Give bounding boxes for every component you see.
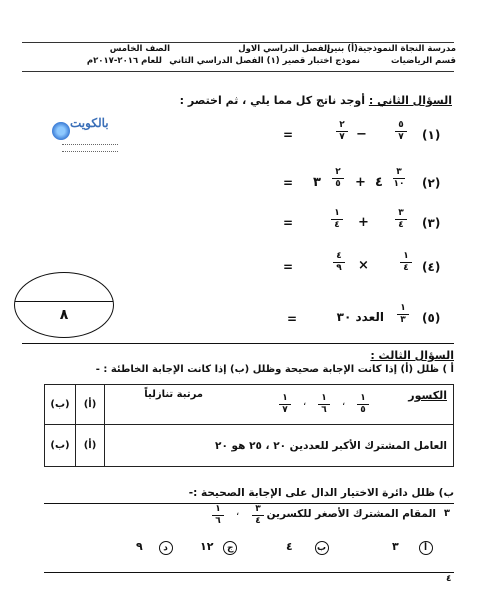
option-b-cell[interactable]: (ب) bbox=[45, 385, 76, 425]
q2-row2-equals: = bbox=[283, 176, 294, 190]
q2-heading bbox=[180, 94, 452, 107]
q3-part-b: ب) ظلل دائرة الاختيار الدال على الإجابة الصحيحة :- bbox=[188, 487, 454, 499]
statement-desc: مرتبة تنازلياً bbox=[144, 389, 203, 400]
q2-row3-frac-b: ١ ٤ bbox=[331, 209, 343, 230]
statement-frac-2: ١ ٦ bbox=[318, 394, 330, 415]
frac-separator: ، bbox=[342, 397, 346, 408]
fractions-label: الكسور bbox=[408, 389, 447, 402]
mcq-option-c[interactable] bbox=[200, 540, 237, 555]
department: قسم الرياضيات bbox=[390, 56, 456, 66]
q2-row2-operator: + bbox=[355, 175, 366, 190]
q2-title: السؤال الثاني : bbox=[368, 94, 452, 107]
q2-row1-frac-b: ٢ ٧ bbox=[336, 121, 348, 142]
q2-row5-text: العدد ٣٠ bbox=[336, 310, 384, 324]
frac-separator: ، bbox=[303, 397, 307, 408]
mcq-box bbox=[44, 503, 454, 573]
q2-row1-number: (١) bbox=[422, 128, 441, 142]
score-circle bbox=[14, 272, 114, 338]
true-false-table bbox=[44, 384, 454, 467]
term: الفصل الدراسي الاول bbox=[238, 44, 330, 54]
school-name: مدرسة النجاة النموذجية(أ) بنين bbox=[326, 44, 456, 54]
q2-row4-equals: = bbox=[283, 260, 294, 274]
logo-text: بالكويت bbox=[70, 116, 109, 130]
option-circle[interactable]: ب bbox=[315, 541, 329, 555]
option-circle[interactable]: ج bbox=[223, 541, 237, 555]
q2-row1-equals: = bbox=[283, 128, 294, 142]
q2-instruction: أوجد ناتج كل مما يلي ، ثم اختصر : bbox=[179, 94, 365, 107]
table-row bbox=[45, 425, 454, 467]
option-circle[interactable]: د bbox=[159, 541, 173, 555]
option-value: ٣ bbox=[392, 540, 399, 553]
q2-row5-frac: ١ ٣ bbox=[397, 304, 409, 325]
q2-row2-number: (٢) bbox=[422, 176, 441, 190]
option-a-cell[interactable]: (أ) bbox=[76, 425, 105, 467]
section-divider bbox=[22, 343, 454, 344]
quiz-title: نموذج اختبار قصير (١) الفصل الدراسي الثاني bbox=[169, 56, 360, 66]
q2-row2-frac-a: ٣ ١٠ bbox=[393, 167, 405, 189]
mcq-option-a[interactable] bbox=[392, 540, 433, 555]
mcq-number: ٣ bbox=[443, 508, 450, 519]
q3-part-a: أ ) ظلل (أ) إذا كانت الإجابة صحيحة وظلل (ب) إذا كانت الإجابة الخاطئة : - bbox=[95, 364, 454, 375]
statement-frac-1: ١ ٥ bbox=[357, 394, 369, 415]
q2-row5-number: (٥) bbox=[422, 311, 441, 325]
option-value: ٩ bbox=[136, 540, 143, 553]
statement-cell bbox=[105, 385, 454, 425]
q2-row3-number: (٣) bbox=[422, 216, 441, 230]
logo-swirl-icon bbox=[52, 122, 70, 140]
option-value: ١٢ bbox=[200, 540, 214, 553]
academic-year: للعام ٢٠١٦-٢٠١٧م bbox=[86, 56, 162, 66]
q2-row3-operator: + bbox=[358, 215, 369, 230]
page-number: ٤ bbox=[446, 574, 452, 584]
mcq-frac-1: ٣ ٤ bbox=[252, 505, 264, 526]
mcq-option-d[interactable] bbox=[136, 540, 173, 555]
option-circle[interactable]: أ bbox=[419, 541, 433, 555]
q2-row3-equals: = bbox=[283, 216, 294, 230]
mcq-separator: ، bbox=[236, 507, 240, 518]
mcq-text: المقام المشترك الأصغر للكسرين bbox=[266, 508, 436, 520]
statement-frac-3: ١ ٧ bbox=[279, 394, 291, 415]
score-value: ٨ bbox=[59, 307, 69, 323]
statement-cell: العامل المشترك الأكبر للعددين ٢٠ ، ٢٥ هو ٢٠ bbox=[105, 425, 454, 467]
q2-row4-frac-a: ١ ٤ bbox=[400, 252, 412, 273]
option-value: ٤ bbox=[286, 540, 293, 553]
q2-row2-frac-b: ٢ ٥ bbox=[332, 168, 344, 189]
q2-row2-whole-a: ٤ bbox=[375, 175, 383, 190]
score-divider bbox=[15, 301, 113, 302]
header-rule bbox=[22, 42, 454, 43]
table-row bbox=[45, 385, 454, 425]
q2-row3-frac-a: ٣ ٤ bbox=[395, 209, 407, 230]
option-b-cell[interactable]: (ب) bbox=[45, 425, 76, 467]
header-rule-bottom bbox=[22, 71, 454, 72]
q2-row4-operator: × bbox=[358, 258, 369, 273]
q2-row4-frac-b: ٤ ٩ bbox=[333, 252, 345, 273]
grade: الصف الخامس bbox=[109, 44, 170, 54]
q2-row2-whole-b: ٣ bbox=[313, 175, 321, 190]
site-logo bbox=[52, 112, 122, 154]
mcq-frac-2: ١ ٦ bbox=[212, 505, 224, 526]
q2-row1-operator: − bbox=[356, 127, 367, 142]
q2-row5-equals: = bbox=[287, 312, 298, 326]
q3-title: السؤال الثالث : bbox=[370, 349, 454, 362]
q2-row1-frac-a: ٥ ٧ bbox=[395, 121, 407, 142]
option-a-cell[interactable]: (أ) bbox=[76, 385, 105, 425]
q2-row4-number: (٤) bbox=[422, 260, 441, 274]
mcq-option-b[interactable] bbox=[286, 540, 329, 555]
logo-underline bbox=[62, 144, 118, 152]
